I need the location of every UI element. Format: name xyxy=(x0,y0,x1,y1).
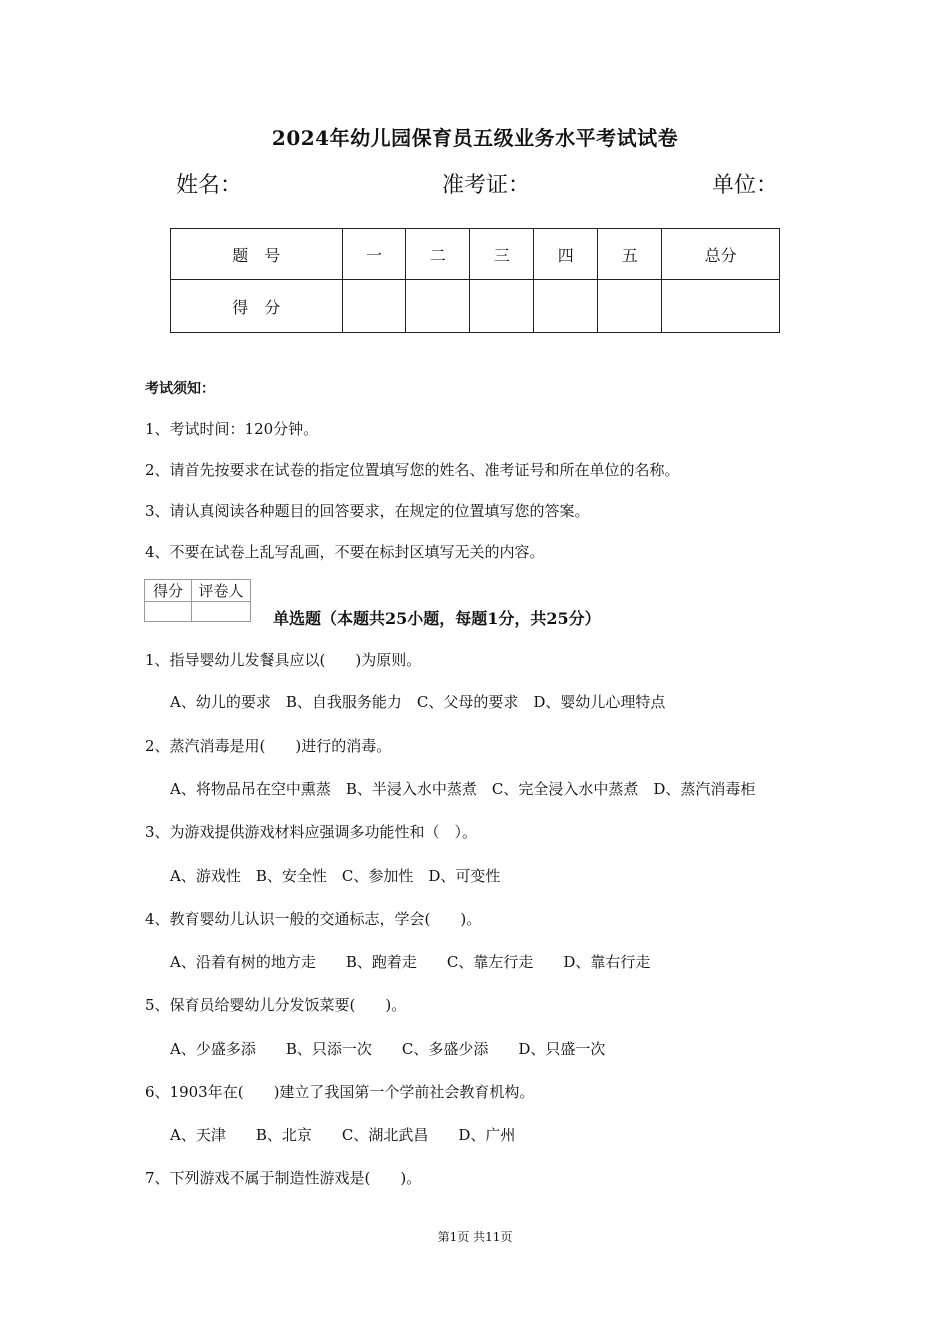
name-label: 姓名： xyxy=(176,173,243,198)
score-cell[interactable] xyxy=(534,280,598,333)
question-options: A、沿着有树的地方走 B、跑着走 C、靠左行走 D、靠右行走 xyxy=(170,953,651,971)
score-table-score-row xyxy=(171,280,780,333)
question-options: A、幼儿的要求 B、自我服务能力 C、父母的要求 D、婴幼儿心理特点 xyxy=(170,693,666,711)
score-cell[interactable] xyxy=(342,280,406,333)
grader-score-label: 得分 xyxy=(145,580,192,602)
score-table-header-cell: 三 xyxy=(470,229,534,280)
score-row-label: 得 分 xyxy=(171,280,343,333)
unit-label: 单位： xyxy=(712,173,779,198)
question-options: A、将物品吊在空中熏蒸 B、半浸入水中蒸煮 C、完全浸入水中蒸煮 D、蒸汽消毒柜 xyxy=(170,780,756,798)
score-table-header-row xyxy=(171,229,780,280)
exam-id-label: 准考证： xyxy=(442,173,531,198)
question-options: A、少盛多添 B、只添一次 C、多盛少添 D、只盛一次 xyxy=(170,1040,606,1058)
score-cell[interactable] xyxy=(470,280,534,333)
question-text: 7、下列游戏不属于制造性游戏是( )。 xyxy=(145,1169,422,1187)
score-cell[interactable] xyxy=(406,280,470,333)
grader-name-cell[interactable] xyxy=(192,602,251,622)
question-text: 5、保育员给婴幼儿分发饭菜要( )。 xyxy=(145,996,407,1014)
question-text: 2、蒸汽消毒是用( )进行的消毒。 xyxy=(145,737,392,755)
grader-score-cell[interactable] xyxy=(145,602,192,622)
score-cell[interactable] xyxy=(598,280,662,333)
notice-item: 2、请首先按要求在试卷的指定位置填写您的姓名、准考证号和所在单位的名称。 xyxy=(145,461,680,479)
notice-item: 1、考试时间：120分钟。 xyxy=(145,420,319,438)
question-text: 1、指导婴幼儿发餐具应以( )为原则。 xyxy=(145,651,422,669)
score-table-header-cell: 题 号 xyxy=(171,229,343,280)
score-cell[interactable] xyxy=(662,280,780,333)
score-table-header-cell: 四 xyxy=(534,229,598,280)
question-options: A、游戏性 B、安全性 C、参加性 D、可变性 xyxy=(170,867,501,885)
notice-title: 考试须知： xyxy=(145,381,215,397)
score-table-header-cell: 二 xyxy=(406,229,470,280)
question-text: 6、1903年在( )建立了我国第一个学前社会教育机构。 xyxy=(145,1083,535,1101)
question-text: 4、教育婴幼儿认识一般的交通标志，学会( )。 xyxy=(145,910,482,928)
grader-name-label: 评卷人 xyxy=(192,580,251,602)
candidate-info-row xyxy=(176,168,786,204)
score-table-header-cell: 一 xyxy=(342,229,406,280)
page-title: 2024年幼儿园保育员五级业务水平考试试卷 xyxy=(271,126,679,150)
section-title: 单选题（本题共25小题，每题1分，共25分） xyxy=(273,609,601,628)
score-table xyxy=(170,228,780,333)
score-table-header-cell: 五 xyxy=(598,229,662,280)
score-table-header-cell: 总分 xyxy=(662,229,780,280)
notice-item: 4、不要在试卷上乱写乱画，不要在标封区填写无关的内容。 xyxy=(145,543,545,561)
grader-box xyxy=(144,579,251,622)
question-options: A、天津 B、北京 C、湖北武昌 D、广州 xyxy=(170,1126,516,1144)
question-text: 3、为游戏提供游戏材料应强调多功能性和（ ）。 xyxy=(145,823,478,841)
notice-item: 3、请认真阅读各种题目的回答要求，在规定的位置填写您的答案。 xyxy=(145,502,590,520)
page-footer: 第1页 共11页 xyxy=(437,1230,513,1244)
